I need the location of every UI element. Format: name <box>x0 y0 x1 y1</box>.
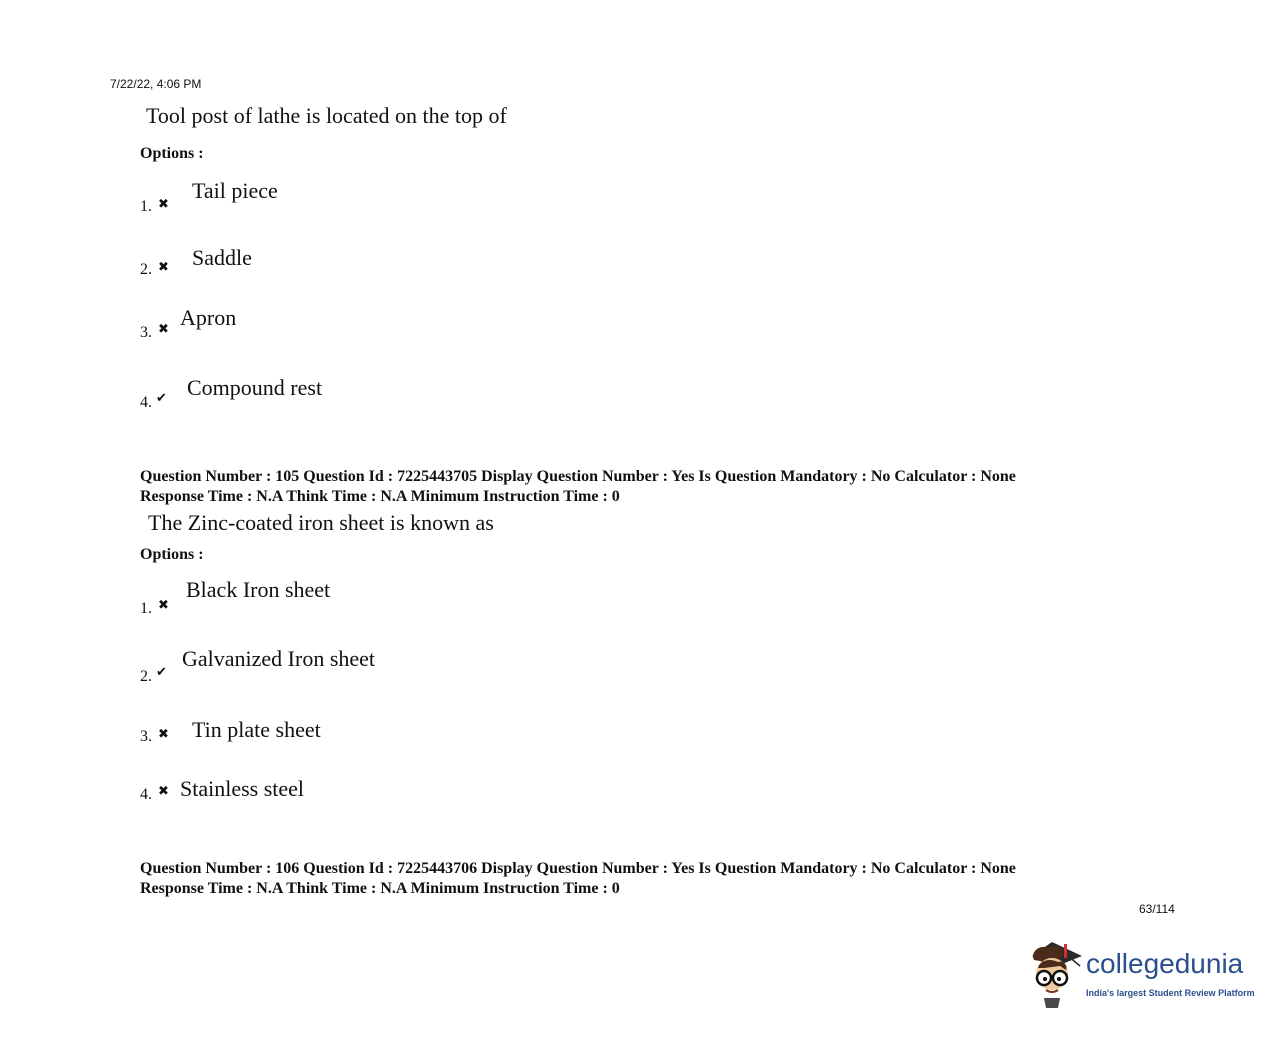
mascot-icon <box>1024 938 1086 1010</box>
option-number: 3. <box>140 324 152 341</box>
page-number: 63/114 <box>1139 902 1175 916</box>
option-number: 2. <box>140 261 152 278</box>
logo-tagline: India's largest Student Review Platform <box>1086 988 1255 998</box>
meta-line: Question Number : 105 Question Id : 7225443705 Display Question Number : Yes Is Question Mandatory : No Calculator : None <box>140 468 1016 485</box>
option-number: 4. <box>140 394 152 411</box>
options-label: Options : <box>140 145 204 162</box>
meta-line: Question Number : 106 Question Id : 7225443706 Display Question Number : Yes Is Question Mandatory : No Calculator : None <box>140 860 1016 877</box>
option-number: 3. <box>140 728 152 745</box>
wrong-mark-icon: ✖ <box>158 784 169 799</box>
timestamp: 7/22/22, 4:06 PM <box>110 77 202 91</box>
option-text: Compound rest <box>187 375 323 400</box>
option-text: Black Iron sheet <box>186 577 331 602</box>
wrong-mark-icon: ✖ <box>158 197 169 212</box>
wrong-mark-icon: ✖ <box>158 260 169 275</box>
question-meta <box>140 859 1016 899</box>
option-text: Apron <box>180 305 237 330</box>
question-meta <box>140 467 1016 507</box>
collegedunia-logo <box>1024 938 1260 1010</box>
option-number: 1. <box>140 198 152 215</box>
check-mark-icon: ✔ <box>156 391 167 406</box>
wrong-mark-icon: ✖ <box>158 598 169 613</box>
meta-line: Response Time : N.A Think Time : N.A Minimum Instruction Time : 0 <box>140 488 620 505</box>
logo-wordmark: collegedunia <box>1086 948 1244 979</box>
question-text: Tool post of lathe is located on the top of <box>146 103 507 128</box>
option-text: Tail piece <box>192 178 278 203</box>
option-number: 1. <box>140 600 152 617</box>
option-text: Saddle <box>192 245 252 270</box>
option-text: Stainless steel <box>180 776 305 801</box>
check-mark-icon: ✔ <box>156 665 167 680</box>
option-text: Galvanized Iron sheet <box>182 646 376 671</box>
option-number: 4. <box>140 786 152 803</box>
wrong-mark-icon: ✖ <box>158 727 169 742</box>
meta-line: Response Time : N.A Think Time : N.A Minimum Instruction Time : 0 <box>140 880 620 897</box>
wrong-mark-icon: ✖ <box>158 322 169 337</box>
option-text: Tin plate sheet <box>192 717 321 742</box>
options-label: Options : <box>140 546 204 563</box>
question-text: The Zinc-coated iron sheet is known as <box>148 510 494 535</box>
option-number: 2. <box>140 668 152 685</box>
